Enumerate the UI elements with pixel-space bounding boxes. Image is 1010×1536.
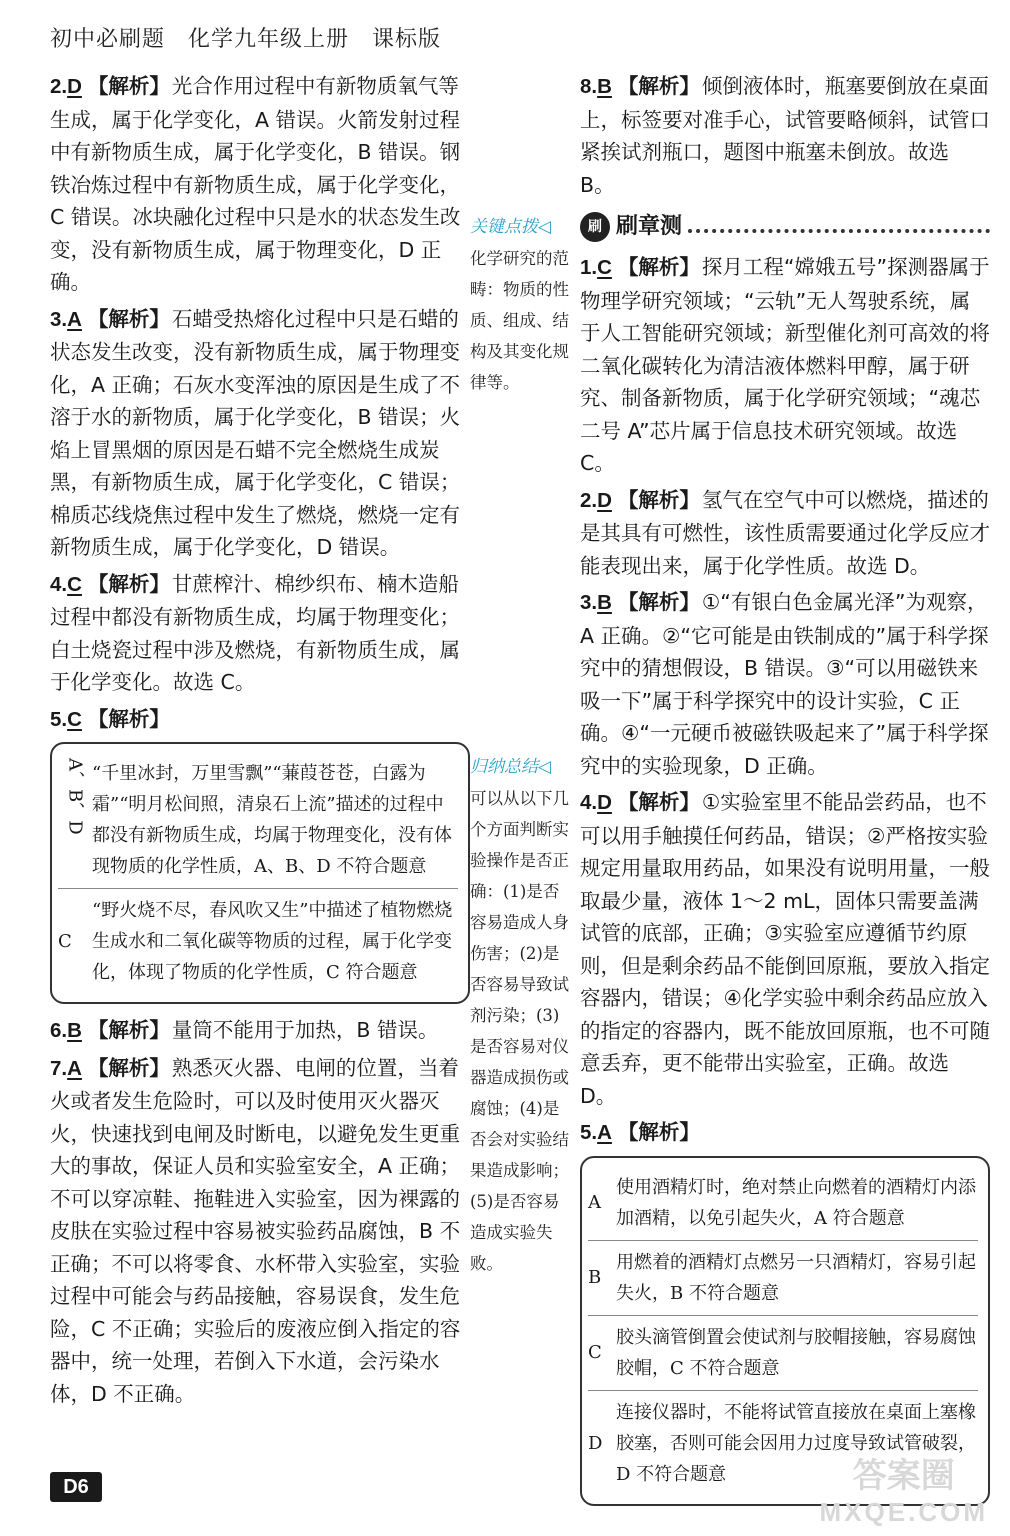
side-note-text: 可以从以下几个方面判断实验操作是否正确：(1)是否容易造成人身伤害；(2)是否容易导致试剂污染；(3)是否容易对仪器造成损伤或腐蚀；(4)是否会对实验结果造成影响；(5)是否容易造成实验失败。 [470,789,569,1273]
row-text: 胶头滴管倒置会使试剂与胶帽接触，容易腐蚀胶帽，C 不符合题意 [616,1326,976,1379]
analysis-tag: 【解析】 [617,74,700,98]
question-r3 [580,586,990,782]
answer-letter: B [597,75,612,98]
watermark-line1: 答案圈 [852,1457,955,1495]
row-key: D [588,1432,603,1454]
question-number: 4. [50,572,68,596]
chapter-test-badge [580,209,990,245]
row-key: C [588,1342,602,1363]
explanation-text: 石蜡受热熔化过程中只是石蜡的状态发生改变，没有新物质生成，属于物理变化，A 正确；石灰水变浑浊的原因是生成了不溶于水的新物质，属于化学变化，B 错误；火焰上冒黑烟的原因是石蜡不完全燃烧生成炭黑，有新物质生成，属于化学变化，C 错误；棉质芯线烧焦过程中发生了燃烧，燃烧一定有新物质生成，属于化学变化，D 错误。 [50,306,461,559]
analysis-tag: 【解析】 [617,255,700,279]
row-key: A [588,1192,601,1213]
row-text: 用燃着的酒精灯点燃另一只酒精灯，容易引起失火，B 不符合题意 [616,1251,976,1304]
explanation-text: ①实验室里不能品尝药品，也不可以用手触摸任何药品，错误；②严格按实验规定用量取用药品，如果没有说明用量，一般取最少量，液体 1～2 mL，固体只需要盖满试管的底部，正确；③实验室应遵循节约原则，但是剩余药品不能倒回原瓶，要放入指定容器内，错误；④化学实验中剩余药品应放入的指定的容器内，既不能放回原瓶，也不可随意丢弃，更不能带出实验室，正确。故选 D。 [580,790,990,1108]
explanation-text: 探月工程“嫦娥五号”探测器属于物理学研究领域；“云轨”无人驾驶系统，属于人工智能研究领域；新型催化剂可高效的将二氧化碳转化为清洁液体燃料甲醇，属于研究、制备新物质，属于化学研究领域；“魂芯二号 A”芯片属于信息技术研究领域。故选 C。 [580,255,990,475]
answer-letter: A [597,1121,612,1144]
question-number: 6. [50,1019,68,1042]
analysis-table [580,1156,990,1506]
question-number: 5. [50,707,68,731]
question-r1 [580,251,990,480]
row-text: “千里冰封，万里雪飘”“蒹葭苍苍，白露为霜”“明月松间照，清泉石上流”描述的过程中都没有新物质生成，均属于物理变化，没有体现物质的化学性质，A、B、D 不符合题意 [92,763,452,877]
explanation-text: 甘蔗榨汁、棉纱织布、楠木造船过程中都没有新物质生成，均属于物理变化；白土烧瓷过程中涉及燃烧，有新物质生成，属于化学变化。故选 C。 [50,571,460,694]
brush-icon: 刷 [580,212,610,242]
question-3 [50,303,470,564]
question-number: 7. [50,1056,68,1080]
explanation-text: 量筒不能用于加热，B 错误。 [171,1018,439,1042]
analysis-tag: 【解析】 [617,790,700,814]
analysis-tag: 【解析】 [87,74,170,98]
side-note-title: 归纳总结◁ [470,757,552,777]
explanation-text: ①“有银白色金属光泽”为观察，A 正确。②“它可能是由铁制成的”属于科学探究中的猜想假设，B 错误。③“可以用磁铁来吸一下”属于科学探究中的设计实验，C 正确。④“一元硬币被磁铁吸起来了”属于科学探究中的实验现象，D 正确。 [580,590,989,778]
question-5 [50,703,470,1005]
row-text: 使用酒精灯时，绝对禁止向燃着的酒精灯内添加酒精，以免引起失火，A 符合题意 [616,1176,976,1229]
left-column [50,70,470,1414]
explanation-text: 熟悉灭火器、电闸的位置，当着火或者发生危险时，可以及时使用灭火器灭火，快速找到电闸及时断电，以避免发生更重大的事故，保证人员和实验室安全，A 正确；不可以穿凉鞋、拖鞋进入实验室，因为裸露的皮肤在实验过程中容易被实验药品腐蚀，B 不正确；不可以将零食、水杯带入实验室，实验过程中可能会与药品接触，容易误食，发生危险，C 不正确；实验后的废液应倒入指定的容器中，统一处理，若倒入下水道，会污染水体，D 不正确。 [50,1055,461,1406]
row-text: “野火烧不尽，春风吹又生”中描述了植物燃烧生成水和二氧化碳等物质的过程，属于化学变化，体现了物质的化学性质，C 符合题意 [92,900,453,983]
table-row [588,1316,978,1391]
side-note-text: 化学研究的范畴：物质的性质、组成、结构及其变化规律等。 [470,249,569,392]
question-number: 4. [580,791,598,814]
question-number: 3. [580,591,598,614]
question-number: 5. [580,1121,598,1144]
analysis-tag: 【解析】 [617,590,700,614]
question-number: 2. [50,75,68,98]
answer-letter: A [67,307,82,331]
answer-letter: C [67,707,82,731]
question-7 [50,1052,470,1411]
answer-letter: D [597,488,612,512]
right-column [580,70,990,1516]
analysis-tag: 【解析】 [87,706,170,731]
answer-letter: C [597,256,612,279]
page-number: D6 [50,1472,102,1502]
analysis-tag: 【解析】 [617,1120,700,1144]
answer-letter: D [597,791,612,814]
book-header: 初中必刷题 化学九年级上册 课标版 [50,27,442,52]
question-r5 [580,1116,990,1506]
question-number: 3. [50,307,68,331]
question-6 [50,1014,470,1048]
row-key: A、B、D [64,758,86,835]
question-4 [50,568,470,699]
analysis-tag: 【解析】 [87,571,170,596]
answer-letter: B [597,591,612,614]
question-number: 8. [580,75,598,98]
row-key: B [588,1267,602,1288]
table-row [58,752,458,889]
question-number: 2. [580,488,598,512]
row-key: C [58,931,72,952]
question-number: 1. [580,256,598,279]
analysis-tag: 【解析】 [87,1055,170,1080]
question-8 [580,70,990,201]
table-row [588,1241,978,1316]
analysis-tag: 【解析】 [87,306,170,331]
table-row [58,889,458,994]
side-note-summary [470,752,575,1279]
analysis-tag: 【解析】 [87,1018,170,1042]
analysis-tag: 【解析】 [617,487,700,512]
explanation-text: 倾倒液体时，瓶塞要倒放在桌面上，标签要对准手心，试管要略倾斜，试管口紧挨试剂瓶口，题图中瓶塞未倒放。故选 B。 [580,74,990,197]
explanation-text: 氢气在空气中可以燃烧，描述的是其具有可燃性，该性质需要通过化学反应才能表现出来，属于化学性质。故选 D。 [580,487,990,578]
explanation-text: 光合作用过程中有新物质氧气等生成，属于化学变化，A 错误。火箭发射过程中有新物质生成，属于化学变化，B 错误。钢铁冶炼过程中有新物质生成，属于化学变化，C 错误。冰块融化过程中只是水的状态发生改变，没有新物质生成，属于物理变化，D 正确。 [50,74,461,294]
side-note-title: 关键点拨◁ [470,217,552,237]
side-note-key-tip [470,212,575,398]
question-r2 [580,484,990,583]
badge-label: 刷章测 [616,213,683,239]
watermark-logo [820,1458,988,1530]
dotted-divider [688,227,990,233]
analysis-table [50,742,470,1004]
question-r4 [580,786,990,1112]
question-2 [50,70,470,299]
answer-letter: A [67,1056,82,1080]
table-row [588,1166,978,1241]
row-text: 连接仪器时，不能将试管直接放在桌面上塞橡胶塞，否则可能会因用力过度导致试管破裂，D 不符合题意 [616,1401,976,1485]
answer-letter: B [67,1019,82,1042]
watermark-line2: MXQE.COM [819,1497,988,1527]
answer-letter: D [67,75,82,98]
answer-letter: C [67,572,82,596]
